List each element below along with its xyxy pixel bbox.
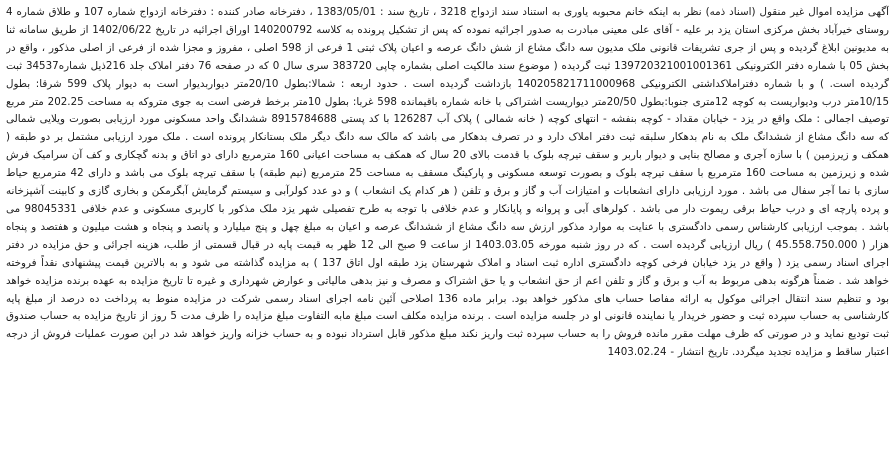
auction-notice-text: آگهی مزایده اموال غیر منقول (اسناد ذمه) نظر به اینکه خانم محبوبه یاوری به استناد سند ازدواج 3218 ، تاریخ سند : 1383/05/01 ، دفترخانه صادر کننده : دفترخانه ازدواج شماره 107 و طلاق شماره 4 روستای خیرآباد بخش مرکزی استان یزد بر علیه - آقای علی معینی مبادرت به صدور اجرائیه نموده که پس از تشکیل پرونده به کلاسه 140200792 اوراق اجرائیه در تاریخ 1402/06/22 از طریق سامانه ثنا به مدیونین ابلاغ گردیده و پس از جری تشریفات قانونی ملک مدیون سه دانگ مشاع از شش دانگ عرصه و اعیان پلاک ثبتی 1 فرعی از 598 اصلی ، مفروز و مجزا شده از فرعی از اصلی مذکور ، واقع در بخش 05 با شماره دفتر الکترونیکی 13972032100100136​1 ثبت گردیده ( موضوع سند مالکیت اصلی بشماره چاپی 383720 سری سال 0 که در صفحه 76 دفتر املاک جلد 216ذیل شماره34537 ثبت گردیده است. ) و با شماره دفتراملاکداشتی الکترونیکی 140205821711000968 بازداشت گردیده است . حدود اربعه : شمالا:بطول 20/10متر دیواربدیوار است به دیوار پلاک 599 شرقا: بطول 10/15متر درب ودیواریست به کوچه 12متری جنوبا:بطول 20/50متر دیواریست اشتراکی با خانه شماره باقیمانده 598 غربا: بطول 10متر برخط فرضی است به جوی متروکه به مساحت 202.25 متر مربع توصیف اجمالی : ملک واقع در یزد - خیابان مقداد - کوچه بنفشه - انتهای کوچه ( خانه شمالی ) پلاک آب 126287 با کد پستی 8915784688 ششدانگ واحد مسکونی مورد ارزیابی بصورت ویلایی شمالی که سه دانگ مشاع از ششدانگ ملک به نام بدهکار سلبقه ثبت دفتر املاک دارد و در تصرف بدهکار می باشد که مالک سه دانگ دیگر ملک بستانکار پرونده است . ملک مورد ارزیابی مشتمل بر دو طبقه ( همکف و زیرزمین ) با سازه آجری و مصالح بنایی و دیوار باربر و سقف تیرچه بلوک با قدمت بالای 20 سال که همکف به مساحت اعیانی 160 مترمربع دارای دو اتاق و بدنه گچکاری و کف آن سرامیک فرش شده و زیرزمین به مساحت 160 مترمربع با سقف تیرچه بلوک و بصورت توسعه مسکونی و پارکینگ مسقف به مساحت 25 مترمربع (نیم طبقه) با سقف تیرچه بلوک می باشد و دارای 42 مترمربع حیاط سازی با نما آجر سفال می باشد . مورد ارزیابی دارای انشعابات و امتیازات آب و گاز و برق و تلفن ( هر کدام یک انشعاب ) و دو عدد کولرآبی و سیستم گرمایش آبگرمکن و بخاری گازی و کابینت آشپزخانه و پرده پارچه ای و درب حیاط برقی ریموت دار می باشد . کولرهای آبی و پروانه و پایانکار و عدم خلافی با توجه به طرح تفصیلی شهر یزد ملک مذکور با کاربری مسکونی و عدم خلافی 98045331 می باشد . بموجب ارزیابی کارشناس رسمی دادگستری با عنایت به موارد مذکور ارزش سه دانگ مشاع از ششدانگ عرصه و اعیان به مبلغ چهل و پنج میلیارد و پانصد و پنجاه و هشت میلیون و هفتصد و پنجاه هزار ( 45.558.750.000 ) ریال ارزیابی گردیده است . که در روز شنبه مورخه 1403.03.05 از ساعت 9 صبح الی 12 ظهر به قیمت پایه در قبال قسمتی از طلب، هزینه اجرائی و حق مزایده در دفتر اجرای اسناد رسمی یزد ( واقع در یزد خیابان فرخی کوچه دادگستری اداره ثبت اسناد و املاک شهرستان یزد طبقه اول اتاق 137 ) به مزایده گذاشته می شود و به بالاترین قیمت پیشنهادی نقداً فروخته خواهد شد . ضمناً هرگونه بدهی مربوط به آب و برق و گاز و تلفن اعم از حق انشعاب و یا حق اشتراک و مصرف و نیز بدهی مالیاتی و عوارض شهرداری و غیره تا تاریخ مزایده به عهده برنده مزایده خواهد بود و تنظیم سند انتقال اجرائی موکول به ارائه مفاصا حساب های مذکور خواهد بود. برابر ماده 136 اصلاحی آئین نامه اجرای اسناد رسمی شرکت در مزایده منوط به پرداخت ده درصد از مبلغ پایه کارشناسی به حساب سپرده ثبت و حضور خریدار یا نماینده قانونی او در جلسه مزایده است . برنده مزایده مکلف است مبلغ مابه التفاوت مبلغ مزایده را ظرف مدت 5 روز از تاریخ مزایده به حساب صندوق ثبت تودیع نماید و در صورتی که ظرف مهلت مقرر مانده فروش را به حساب سپرده ثبت واریز نکند مبلغ مذکور قابل استرداد نبوده و به حساب خزانه واریز خواهد شد در این صورت عملیات فروش از درجه اعتبار ساقط و مزایده تجدید میگردد. تاریخ انتشار - 1403.02.24 [6,6,889,359]
